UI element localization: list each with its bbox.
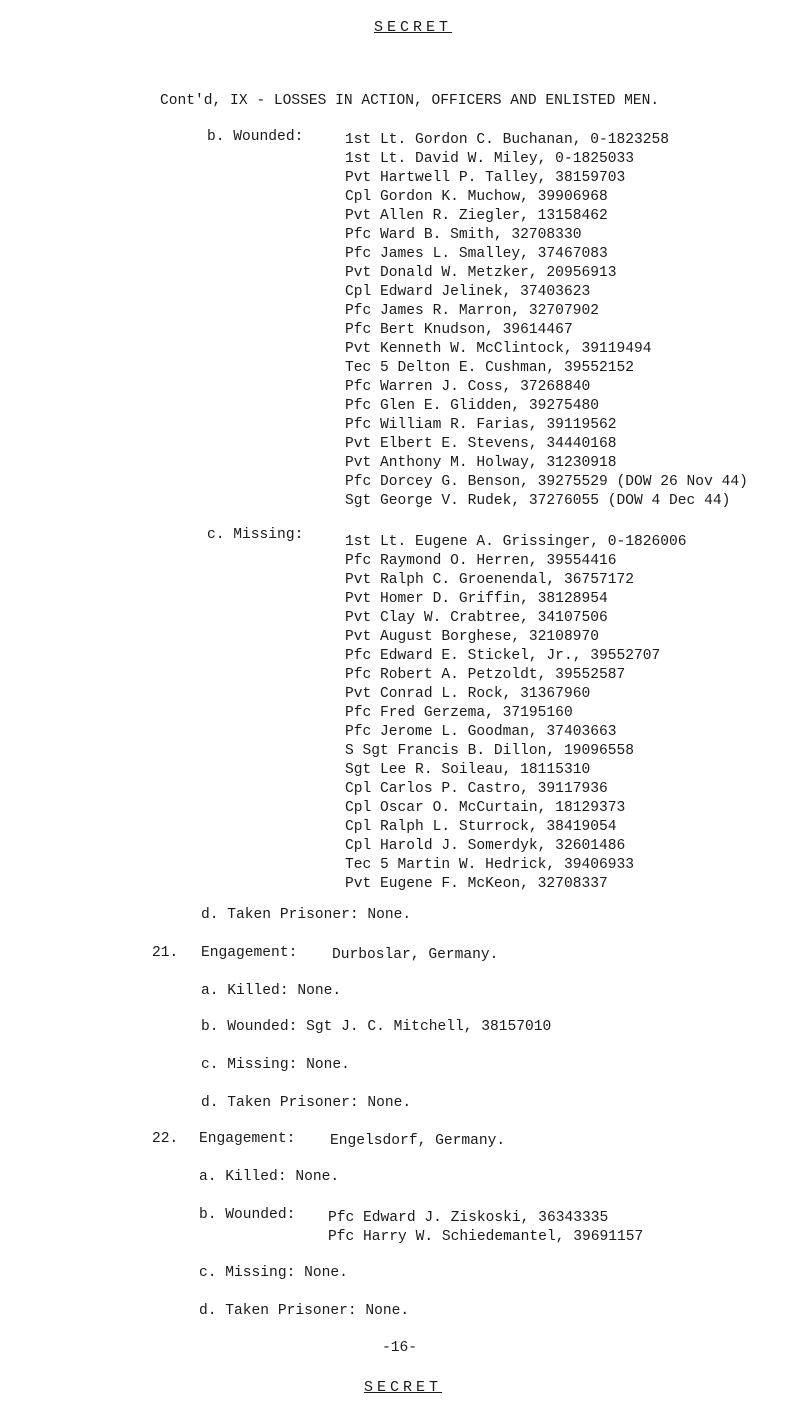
list-item: Pfc William R. Farias, 39119562 bbox=[345, 417, 617, 433]
list-item: Pfc Fred Gerzema, 37195160 bbox=[345, 705, 573, 721]
list-item: Pfc Robert A. Petzoldt, 39552587 bbox=[345, 667, 626, 683]
engagement-label: Engagement: bbox=[199, 1131, 296, 1147]
list-item: 1st Lt. Gordon C. Buchanan, 0-1823258 bbox=[345, 132, 670, 148]
missing-list bbox=[345, 533, 687, 894]
list-item: Pfc Harry W. Schiedemantel, 39691157 bbox=[328, 1229, 644, 1245]
wounded-list bbox=[345, 131, 748, 511]
wounded-label: b. Wounded: bbox=[199, 1207, 296, 1223]
list-item: Pfc Raymond O. Herren, 39554416 bbox=[345, 553, 617, 569]
section-heading: Cont'd, IX - LOSSES IN ACTION, OFFICERS AND ENLISTED MEN. bbox=[160, 93, 660, 109]
list-item: Sgt Lee R. Soileau, 18115310 bbox=[345, 762, 591, 778]
missing-line: c. Missing: None. bbox=[199, 1265, 348, 1281]
list-item: S Sgt Francis B. Dillon, 19096558 bbox=[345, 743, 635, 759]
list-item: Pfc James R. Marron, 32707902 bbox=[345, 303, 599, 319]
list-item: Cpl Edward Jelinek, 37403623 bbox=[345, 284, 591, 300]
list-item: Cpl Gordon K. Muchow, 39906968 bbox=[345, 189, 608, 205]
list-item: Pvt Eugene F. McKeon, 32708337 bbox=[345, 876, 608, 892]
list-item: Pfc Edward J. Ziskoski, 36343335 bbox=[328, 1210, 609, 1226]
list-item: Pfc Bert Knudson, 39614467 bbox=[345, 322, 573, 338]
list-item: Pvt August Borghese, 32108970 bbox=[345, 629, 599, 645]
list-item: Cpl Harold J. Somerdyk, 32601486 bbox=[345, 838, 626, 854]
list-item: Pvt Conrad L. Rock, 31367960 bbox=[345, 686, 591, 702]
section-number-22: 22. bbox=[152, 1131, 179, 1147]
list-item: Pvt Elbert E. Stevens, 34440168 bbox=[345, 436, 617, 452]
list-item: Sgt George V. Rudek, 37276055 (DOW 4 Dec 44) bbox=[345, 493, 731, 509]
killed-line: a. Killed: None. bbox=[201, 983, 342, 999]
classification-bottom: SECRET bbox=[364, 1379, 443, 1396]
missing-label: c. Missing: bbox=[207, 527, 304, 543]
engagement-label: Engagement: bbox=[201, 945, 298, 961]
engagement-location: Engelsdorf, Germany. bbox=[330, 1133, 506, 1149]
list-item: Pfc Jerome L. Goodman, 37403663 bbox=[345, 724, 617, 740]
list-item: Pfc Glen E. Glidden, 39275480 bbox=[345, 398, 599, 414]
list-item: Cpl Ralph L. Sturrock, 38419054 bbox=[345, 819, 617, 835]
list-item: Pvt Allen R. Ziegler, 13158462 bbox=[345, 208, 608, 224]
list-item: 1st Lt. David W. Miley, 0-1825033 bbox=[345, 151, 635, 167]
list-item: Tec 5 Delton E. Cushman, 39552152 bbox=[345, 360, 635, 376]
classification-top: SECRET bbox=[374, 19, 453, 36]
missing-line: c. Missing: None. bbox=[201, 1057, 350, 1073]
list-item: Pvt Homer D. Griffin, 38128954 bbox=[345, 591, 608, 607]
list-item: Pfc James L. Smalley, 37467083 bbox=[345, 246, 608, 262]
wounded-list bbox=[328, 1209, 643, 1247]
wounded-line: b. Wounded: Sgt J. C. Mitchell, 38157010 bbox=[201, 1019, 552, 1035]
list-item: Pfc Warren J. Coss, 37268840 bbox=[345, 379, 591, 395]
list-item: Pvt Clay W. Crabtree, 34107506 bbox=[345, 610, 608, 626]
list-item: Tec 5 Martin W. Hedrick, 39406933 bbox=[345, 857, 635, 873]
prisoner-line: d. Taken Prisoner: None. bbox=[199, 1303, 410, 1319]
list-item: Pvt Hartwell P. Talley, 38159703 bbox=[345, 170, 626, 186]
prisoner-line: d. Taken Prisoner: None. bbox=[201, 1095, 412, 1111]
page-number: -16- bbox=[382, 1340, 418, 1356]
list-item: Pvt Ralph C. Groenendal, 36757172 bbox=[345, 572, 635, 588]
list-item: Pfc Dorcey G. Benson, 39275529 (DOW 26 Nov 44) bbox=[345, 474, 748, 490]
list-item: 1st Lt. Eugene A. Grissinger, 0-1826006 bbox=[345, 534, 687, 550]
prisoner-line: d. Taken Prisoner: None. bbox=[201, 907, 412, 923]
wounded-label: b. Wounded: bbox=[207, 129, 304, 145]
list-item: Cpl Carlos P. Castro, 39117936 bbox=[345, 781, 608, 797]
list-item: Cpl Oscar O. McCurtain, 18129373 bbox=[345, 800, 626, 816]
section-number-21: 21. bbox=[152, 945, 179, 961]
list-item: Pvt Donald W. Metzker, 20956913 bbox=[345, 265, 617, 281]
list-item: Pfc Ward B. Smith, 32708330 bbox=[345, 227, 582, 243]
killed-line: a. Killed: None. bbox=[199, 1169, 340, 1185]
list-item: Pvt Anthony M. Holway, 31230918 bbox=[345, 455, 617, 471]
list-item: Pfc Edward E. Stickel, Jr., 39552707 bbox=[345, 648, 661, 664]
list-item: Pvt Kenneth W. McClintock, 39119494 bbox=[345, 341, 652, 357]
engagement-location: Durboslar, Germany. bbox=[332, 947, 499, 963]
